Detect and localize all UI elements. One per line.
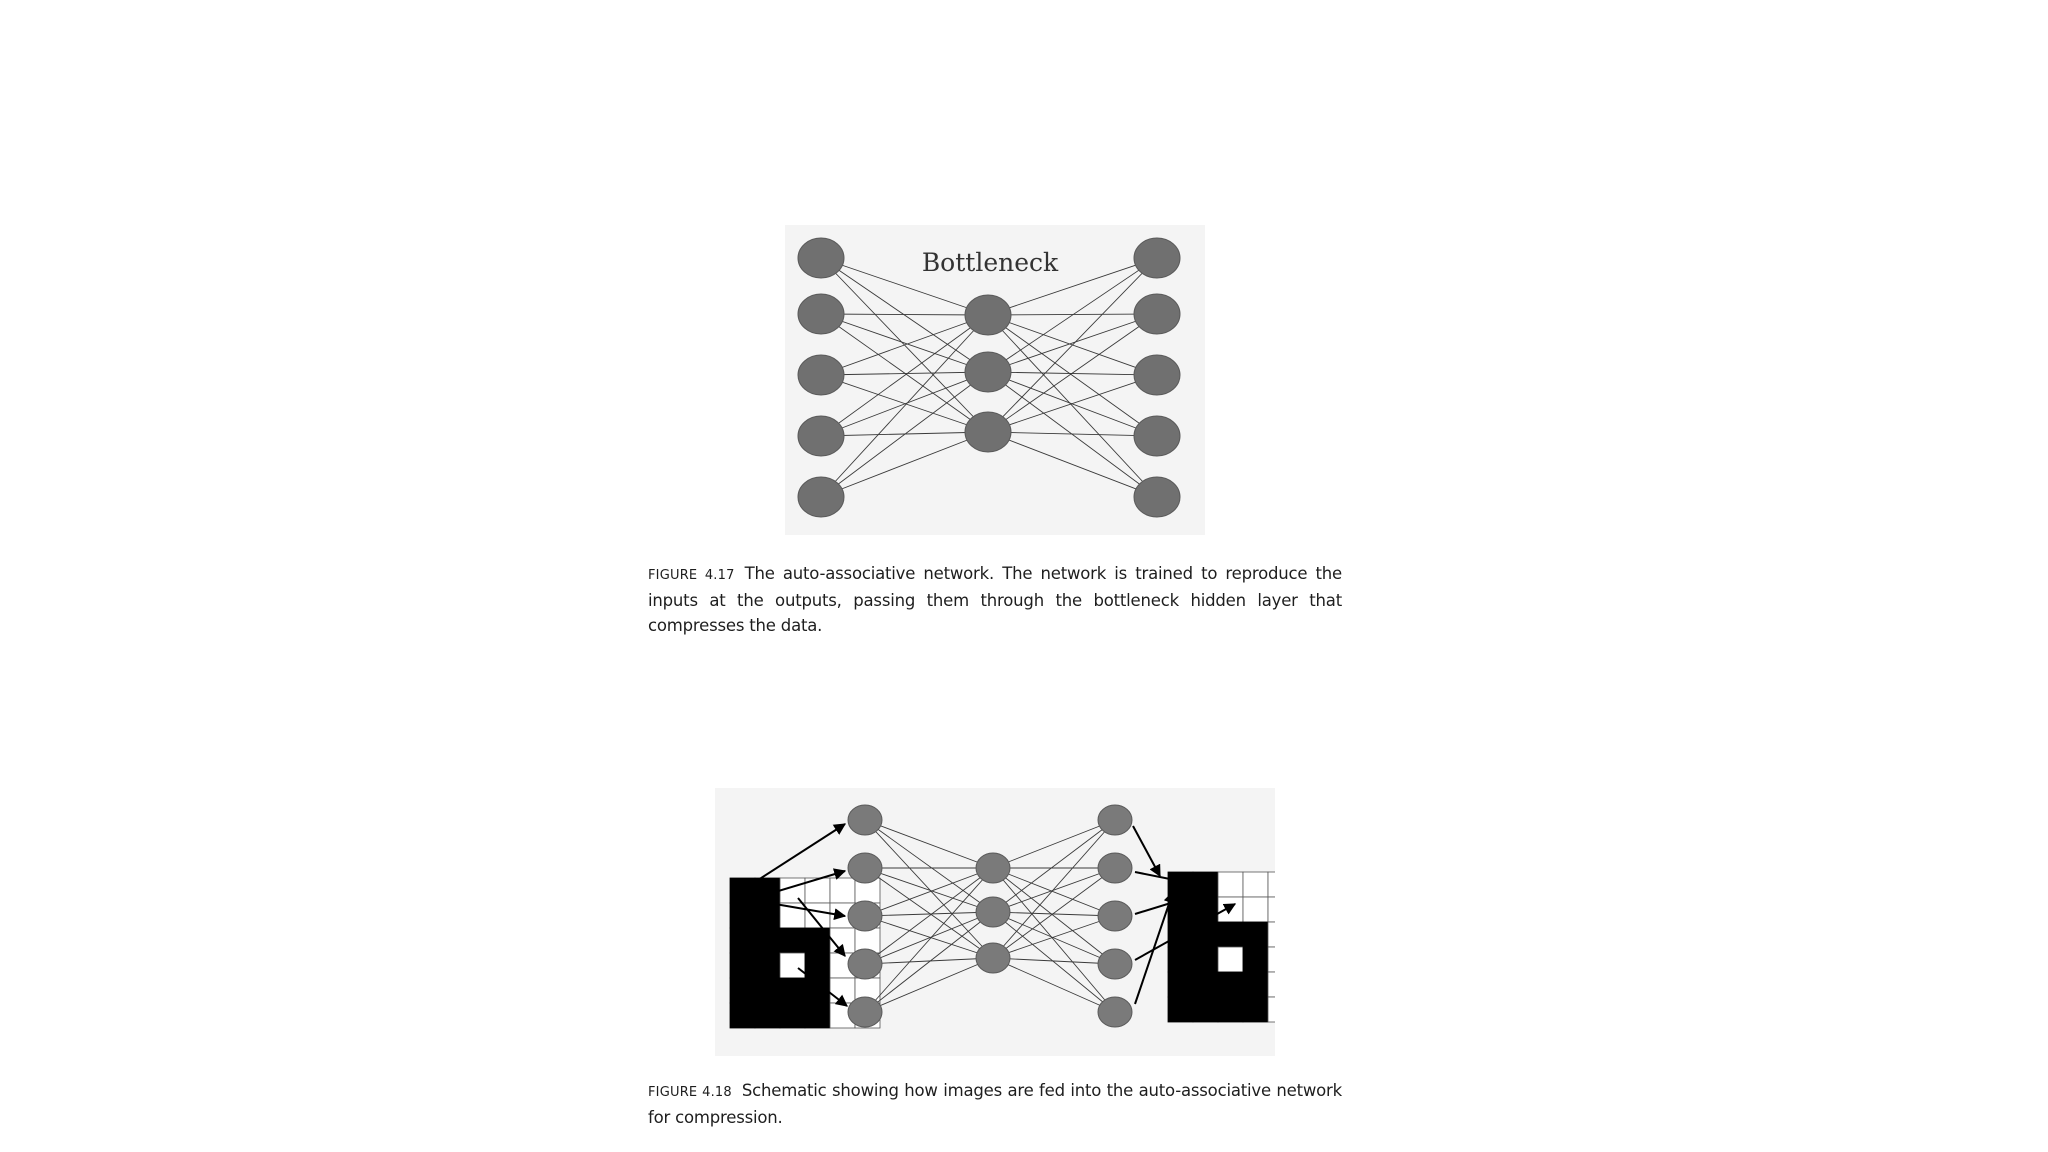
input-node [798, 238, 844, 278]
pixel-cell [755, 1003, 780, 1028]
pixel-cell [1243, 922, 1268, 947]
pixel-cell [830, 978, 855, 1003]
pixel-cell [755, 903, 780, 928]
output-node [1134, 355, 1180, 395]
input-node [798, 416, 844, 456]
pixel-cell [730, 928, 755, 953]
pixel-cell [805, 953, 830, 978]
output-node [1134, 416, 1180, 456]
pixel-cell [780, 878, 805, 903]
pixel-cell [830, 928, 855, 953]
pixel-cell [1268, 872, 1275, 897]
pixel-cell [755, 953, 780, 978]
input-node [848, 853, 882, 883]
figure-number: FIGURE 4.17 [648, 568, 735, 583]
input-node [848, 901, 882, 931]
hidden-node [976, 853, 1010, 883]
output-image-grid [1168, 872, 1275, 1022]
pixel-cell [1168, 947, 1193, 972]
image-compression-schematic [715, 788, 1275, 1056]
caption-text: Schematic showing how images are fed into the auto-associative network for compression. [648, 1081, 1343, 1127]
pixel-cell [830, 878, 855, 903]
hidden-node [976, 943, 1010, 973]
output-node [1134, 294, 1180, 334]
pixel-cell [1218, 872, 1243, 897]
pixel-cell [1193, 997, 1218, 1022]
hidden-node [965, 412, 1011, 452]
bottleneck-label: Bottleneck [921, 248, 1059, 277]
pixel-cell [730, 978, 755, 1003]
caption-text: The auto-associative network. The network is trained to reproduce the inputs at the outputs, passing them through the bottleneck hidden layer that compresses the data. [648, 564, 1342, 635]
pixel-cell [1268, 947, 1275, 972]
pixel-cell [730, 878, 755, 903]
output-node [1098, 805, 1132, 835]
figure-caption [648, 1078, 1342, 1130]
pixel-cell [755, 978, 780, 1003]
pixel-cell [1268, 997, 1275, 1022]
pixel-cell [1268, 922, 1275, 947]
output-node [1134, 477, 1180, 517]
pixel-cell [1218, 922, 1243, 947]
pixel-cell [755, 878, 780, 903]
input-node [848, 805, 882, 835]
pixel-cell [780, 1003, 805, 1028]
pixel-cell [730, 953, 755, 978]
output-node [1098, 997, 1132, 1027]
pixel-cell [805, 1003, 830, 1028]
pixel-cell [1193, 972, 1218, 997]
pixel-cell [780, 928, 805, 953]
pixel-cell [1243, 872, 1268, 897]
pixel-cell [1268, 972, 1275, 997]
pixel-cell [730, 1003, 755, 1028]
pixel-cell [805, 903, 830, 928]
output-node [1098, 853, 1132, 883]
auto-associative-network-diagram [785, 225, 1205, 535]
pixel-cell [1268, 897, 1275, 922]
input-node [798, 355, 844, 395]
pixel-cell [1218, 947, 1243, 972]
pixel-cell [1243, 972, 1268, 997]
input-node [798, 477, 844, 517]
pixel-cell [1168, 972, 1193, 997]
pixel-cell [1193, 947, 1218, 972]
pixel-cell [780, 978, 805, 1003]
figure-number: FIGURE 4.18 [648, 1085, 732, 1100]
hidden-node [965, 295, 1011, 335]
pixel-cell [1218, 997, 1243, 1022]
input-node [848, 997, 882, 1027]
hidden-node [965, 352, 1011, 392]
pixel-cell [730, 903, 755, 928]
hidden-node [976, 897, 1010, 927]
pixel-cell [1168, 997, 1193, 1022]
figure-caption [648, 561, 1342, 638]
pixel-cell [1243, 997, 1268, 1022]
input-node [798, 294, 844, 334]
pixel-cell [1218, 897, 1243, 922]
pixel-cell [1218, 972, 1243, 997]
pixel-cell [755, 928, 780, 953]
pixel-cell [1193, 897, 1218, 922]
pixel-cell [1243, 947, 1268, 972]
pixel-cell [1243, 897, 1268, 922]
pixel-cell [780, 953, 805, 978]
output-node [1134, 238, 1180, 278]
output-node [1098, 901, 1132, 931]
input-node [848, 949, 882, 979]
output-node [1098, 949, 1132, 979]
